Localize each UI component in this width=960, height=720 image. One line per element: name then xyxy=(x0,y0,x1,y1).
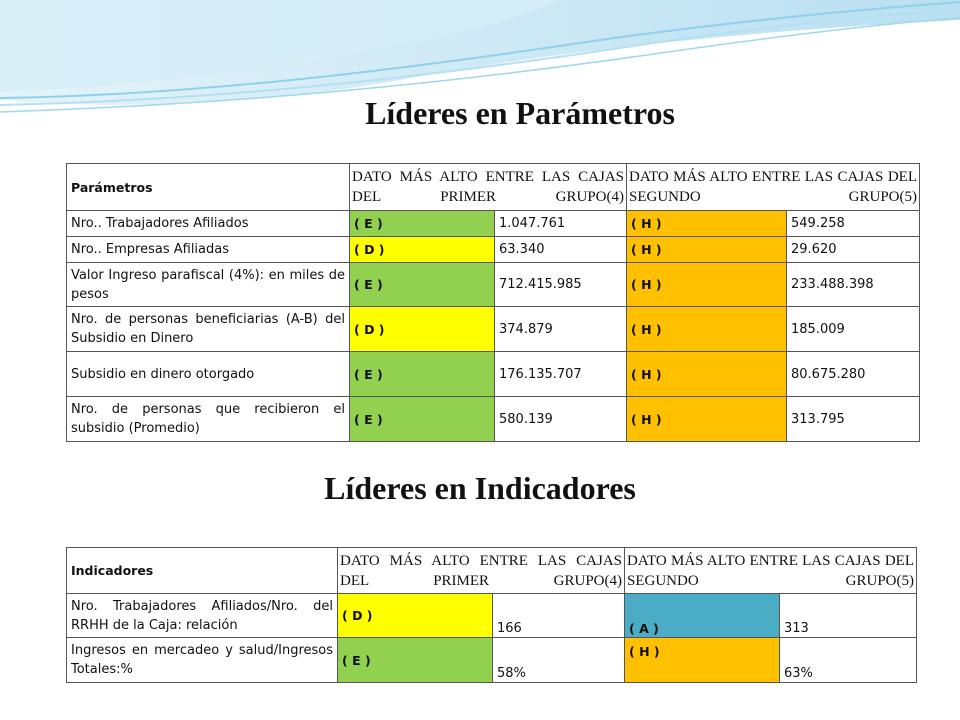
group1-value: 374.879 xyxy=(495,307,627,352)
group2-value: 549.258 xyxy=(787,211,920,237)
params-title: Líderes en Parámetros xyxy=(365,95,675,131)
group2-code: ( H ) xyxy=(627,307,787,352)
group2-value: 233.488.398 xyxy=(787,263,920,307)
group1-code: ( E ) xyxy=(338,638,493,683)
indicators-title: Líderes en Indicadores xyxy=(324,470,636,506)
indicator-label: Ingresos en mercadeo y salud/Ingresos Totales:% xyxy=(67,638,338,683)
group1-value: 166 xyxy=(493,594,625,638)
param-label: Nro. de personas que recibieron el subsidio (Promedio) xyxy=(67,397,350,442)
indicators-table xyxy=(66,547,917,683)
group2-value: 63% xyxy=(780,638,917,683)
group1-value: 176.135.707 xyxy=(495,352,627,397)
params-header-label: Parámetros xyxy=(67,164,350,211)
indicators-header-group2: DATO MÁS ALTO ENTRE LAS CAJAS DEL SEGUNDO GRUPO(5) xyxy=(625,548,917,594)
group2-value: 29.620 xyxy=(787,237,920,263)
group1-code: ( D ) xyxy=(338,594,493,638)
params-header-group2: DATO MÁS ALTO ENTRE LAS CAJAS DEL SEGUNDO GRUPO(5) xyxy=(627,164,920,211)
params-row xyxy=(67,397,920,442)
group2-value: 313.795 xyxy=(787,397,920,442)
indicator-label: Nro. Trabajadores Afiliados/Nro. del RRHH de la Caja: relación xyxy=(67,594,338,638)
group2-code: ( H ) xyxy=(625,638,780,683)
group1-value: 580.139 xyxy=(495,397,627,442)
indicators-header-label: Indicadores xyxy=(67,548,338,594)
params-header-row xyxy=(67,164,920,211)
params-row xyxy=(67,307,920,352)
params-row xyxy=(67,237,920,263)
indicators-row xyxy=(67,594,917,638)
group1-value: 1.047.761 xyxy=(495,211,627,237)
indicators-header-group1: DATO MÁS ALTO ENTRE LAS CAJAS DEL PRIMER GRUPO(4) xyxy=(338,548,625,594)
params-row xyxy=(67,211,920,237)
group2-code: ( H ) xyxy=(627,237,787,263)
params-row xyxy=(67,263,920,307)
group2-code: ( H ) xyxy=(627,397,787,442)
group1-value: 712.415.985 xyxy=(495,263,627,307)
group1-value: 63.340 xyxy=(495,237,627,263)
param-label: Valor Ingreso parafiscal (4%): en miles de pesos xyxy=(67,263,350,307)
param-label: Subsidio en dinero otorgado xyxy=(67,352,350,397)
group1-code: ( E ) xyxy=(350,352,495,397)
params-header-group1: DATO MÁS ALTO ENTRE LAS CAJAS DEL PRIMER GRUPO(4) xyxy=(350,164,627,211)
group1-code: ( D ) xyxy=(350,307,495,352)
group1-code: ( E ) xyxy=(350,211,495,237)
group2-value: 80.675.280 xyxy=(787,352,920,397)
indicators-row xyxy=(67,638,917,683)
group2-value: 185.009 xyxy=(787,307,920,352)
group2-code: ( H ) xyxy=(627,352,787,397)
group2-code: ( A ) xyxy=(625,594,780,638)
group1-code: ( E ) xyxy=(350,263,495,307)
param-label: Nro.. Empresas Afiliadas xyxy=(67,237,350,263)
params-row xyxy=(67,352,920,397)
param-label: Nro. de personas beneficiarias (A-B) del Subsidio en Dinero xyxy=(67,307,350,352)
group2-code: ( H ) xyxy=(627,263,787,307)
param-label: Nro.. Trabajadores Afiliados xyxy=(67,211,350,237)
group1-value: 58% xyxy=(493,638,625,683)
group2-code: ( H ) xyxy=(627,211,787,237)
indicators-header-row xyxy=(67,548,917,594)
group1-code: ( D ) xyxy=(350,237,495,263)
params-table xyxy=(66,163,920,442)
group2-value: 313 xyxy=(780,594,917,638)
group1-code: ( E ) xyxy=(350,397,495,442)
